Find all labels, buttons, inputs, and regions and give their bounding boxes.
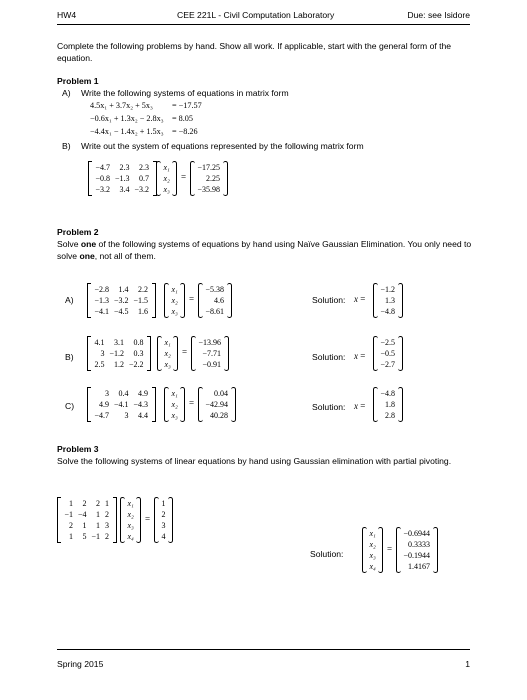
solution-label: Solution: <box>312 352 346 362</box>
p3-coefficient-matrix: 1 2 2 1 −1 −4 1 2 2 1 1 3 1 5 −1 2 <box>57 497 117 543</box>
equals-sign: = <box>189 294 195 304</box>
p3-variable-vector: x₁ x₂ x₃ x₄ <box>120 497 141 543</box>
system-a-solution: −1.2 1.3 −4.8 <box>373 283 403 318</box>
equation-lhs: 4.5x₁ + 3.7x₂ + 5x₃ <box>90 101 153 110</box>
solution-label: Solution: <box>310 549 344 559</box>
problem-2-text: Solve one of the following systems of equations by hand using Naïve Gaussian Elimination. You only need to solve one, not all of them. <box>57 239 472 261</box>
solution-label: Solution: <box>312 295 346 305</box>
footer-rule <box>57 649 470 650</box>
p1-rhs-vector: −17.25 2.25 −35.98 <box>190 161 228 196</box>
equals-sign: = <box>189 398 195 408</box>
p1-variable-vector: x₁ x₂ x₃ <box>156 161 177 196</box>
system-c-solution: −4.8 1.8 2.8 <box>373 387 403 422</box>
p3-solution-vars: x₁ x₂ x₃ x₄ <box>362 527 383 573</box>
header-left: HW4 <box>57 10 77 20</box>
system-a-vars: x₁ x₂ x₃ <box>164 283 185 318</box>
system-b-vars: x₁ x₂ x₃ <box>157 336 178 371</box>
equation-rhs: = −17.57 <box>172 101 202 110</box>
p1-a-text: Write the following systems of equations in matrix form <box>81 88 289 98</box>
system-c-vars: x₁ x₂ x₃ <box>164 387 185 422</box>
header-right: Due: see Isidore <box>407 10 470 20</box>
system-a-rhs: −5.38 4.6 −8.61 <box>198 283 232 318</box>
system-a-label: A) <box>65 295 74 305</box>
equals-sign: = <box>387 544 393 554</box>
problem-2-title: Problem 2 <box>57 227 99 237</box>
p1-a-label: A) <box>62 88 71 98</box>
page-header <box>57 10 470 24</box>
equation-row <box>90 101 202 110</box>
p3-rhs-vector: 1 2 3 4 <box>154 497 173 543</box>
problem-3-title: Problem 3 <box>57 444 99 454</box>
solution-x: x = <box>354 401 366 411</box>
system-c-rhs: 0.04 −42.94 40.28 <box>198 387 236 422</box>
system-c-label: C) <box>65 401 75 411</box>
equals-sign: = <box>181 172 187 182</box>
system-c-matrix: 3 0.4 4.9 4.9 −4.1 −4.3 −4.7 3 4.4 <box>87 387 156 422</box>
solution-x: x = <box>354 294 366 304</box>
equals-sign: = <box>182 347 188 357</box>
p1-b-text: Write out the system of equations represented by the following matrix form <box>81 141 364 151</box>
system-b-matrix: 4.1 3.1 0.8 3 −1.2 0.3 2.5 1.2 −2.2 <box>87 336 151 371</box>
page-number: 1 <box>465 659 470 669</box>
p1-coefficient-matrix: −4.7 2.3 2.3 −0.8 −1.3 0.7 −3.2 3.4 −3.2 <box>88 161 157 196</box>
equation-lhs: −4.4x₁ − 1.4x₂ + 1.5x₃ <box>90 127 164 136</box>
problem-1-title: Problem 1 <box>57 76 99 86</box>
solution-label: Solution: <box>312 402 346 412</box>
equation-rhs: = 8.05 <box>172 114 193 123</box>
equation-row <box>90 114 193 123</box>
header-center: CEE 221L - Civil Computation Laboratory <box>177 10 335 20</box>
problem-3-text: Solve the following systems of linear equations by hand using Gaussian elimination with partial pivoting. <box>57 456 452 466</box>
p1-b-label: B) <box>62 141 71 151</box>
system-a-matrix: −2.8 1.4 2.2 −1.3 −3.2 −1.5 −4.1 −4.5 1.6 <box>87 283 156 318</box>
header-rule <box>57 24 470 25</box>
system-b-solution: −2.5 −0.5 −2.7 <box>373 336 403 371</box>
equation-rhs: = −8.26 <box>172 127 198 136</box>
system-b-rhs: −13.96 −7.71 −0.91 <box>191 336 229 371</box>
intro-text: Complete the following problems by hand. Show all work. If applicable, start with the general form of the equation. <box>57 41 452 63</box>
equation-lhs: −0.6x₁ + 1.3x₂ − 2.8x₃ <box>90 114 164 123</box>
p3-solution-vector: −0.6944 0.3333 −0.1944 1.4167 <box>396 527 438 573</box>
solution-x: x = <box>354 351 366 361</box>
system-b-label: B) <box>65 352 74 362</box>
equation-row <box>90 127 198 136</box>
equals-sign: = <box>145 514 151 524</box>
footer-left: Spring 2015 <box>57 659 104 669</box>
